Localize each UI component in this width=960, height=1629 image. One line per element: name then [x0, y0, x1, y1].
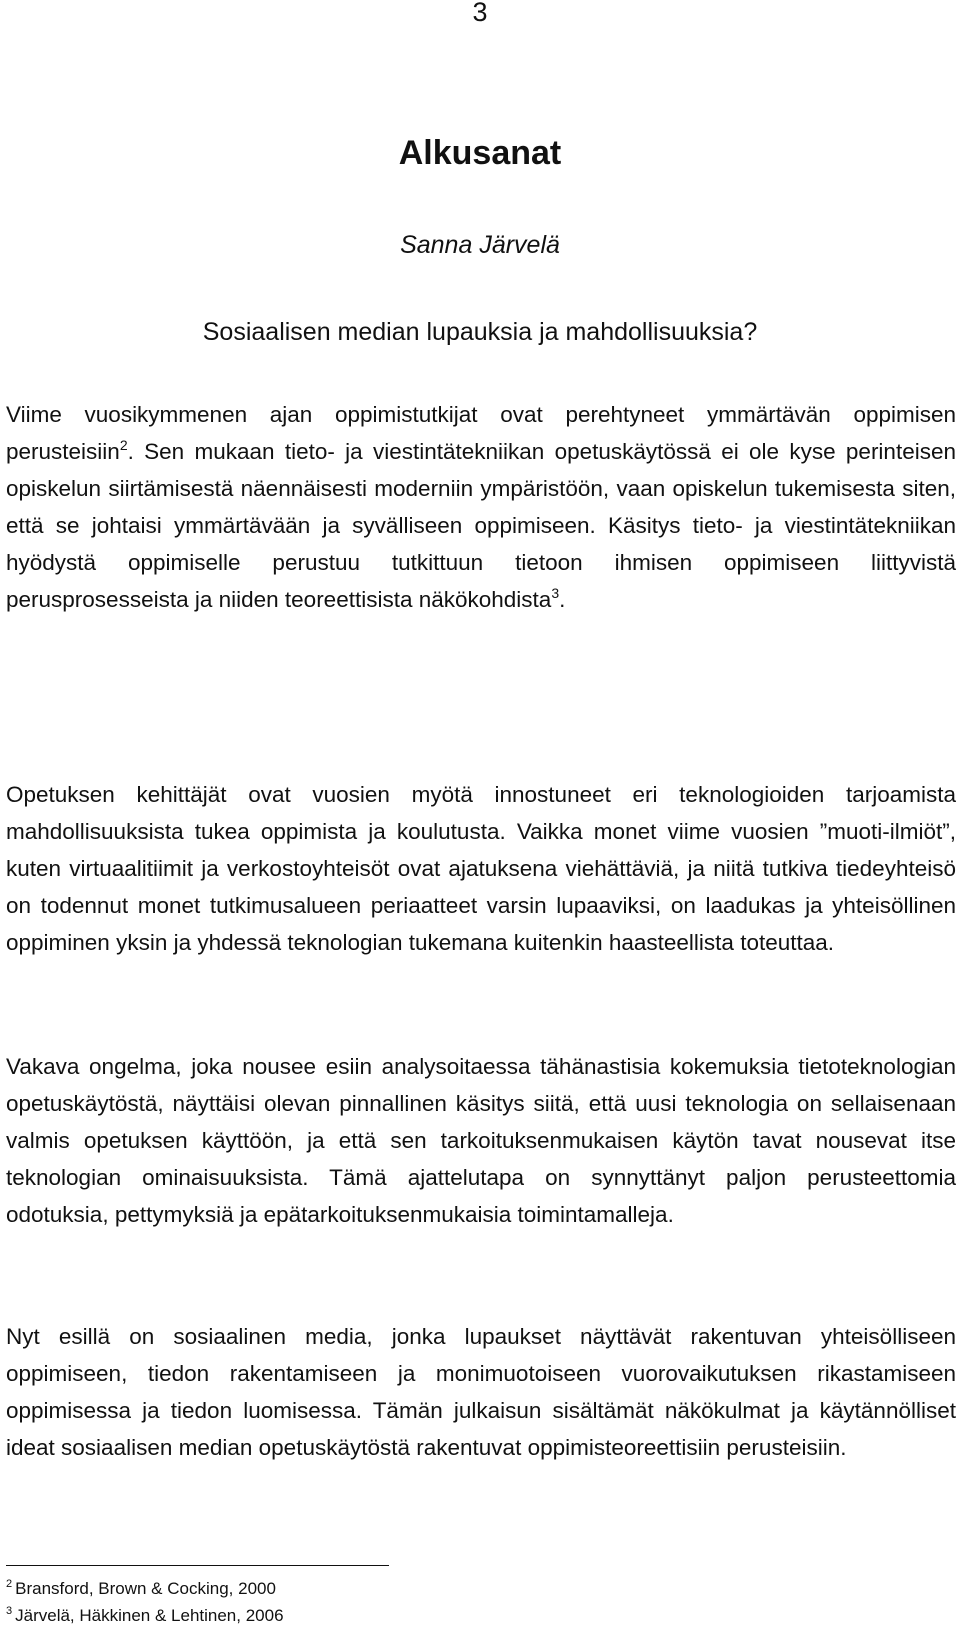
page-number: 3	[472, 0, 488, 27]
footnote-divider	[6, 1565, 389, 1566]
paragraph-2: Opetuksen kehittäjät ovat vuosien myötä innostuneet eri teknologioiden tarjoamista mahdollisuuksista tukea oppimista ja koulutusta. Vaikka monet viime vuosien ”muoti-ilmiöt”, kuten virtuaalitiimit ja verkostoyhteisöt ovat ajatuksena viehättäviä, ja niitä tutkiva tiedeyhteisö on todennut monet tutkimusalueen periaatteet varsin lupaaviksi, on laadukas ja yhteisöllinen oppiminen yksin ja yhdessä teknologian tukemana kuitenkin haasteellista toteuttaa.	[6, 782, 956, 955]
paragraph-3: Vakava ongelma, joka nousee esiin analysoitaessa tähänastisia kokemuksia tietoteknologian opetuskäytöstä, näyttäisi olevan pinnallinen käsitys siitä, että uusi teknologia on sellaisenaan valmis opetuksen käyttöön, ja että sen tarkoituksenmukaisen käytön tavat nousevat itse teknologian ominaisuuksista. Tämä ajattelutapa on synnyttänyt paljon perusteettomia odotuksia, pettymyksiä ja epätarkoituksenmukaisia toimintamalleja.	[6, 1054, 956, 1227]
footnote-text: Järvelä, Häkkinen & Lehtinen, 2006	[15, 1606, 284, 1625]
subtitle: Sosiaalisen median lupauksia ja mahdollisuuksia?	[202, 318, 758, 346]
author-name: Sanna Järvelä	[400, 231, 560, 259]
footnote-2	[6, 1575, 606, 1602]
footnote-number: 2	[6, 1578, 13, 1590]
paragraph-1	[6, 396, 956, 618]
footnote-ref-2: 2	[119, 437, 128, 453]
footnote-number: 3	[6, 1605, 13, 1617]
footnote-ref-3: 3	[551, 585, 560, 601]
footnote-text: Bransford, Brown & Cocking, 2000	[15, 1579, 276, 1598]
footnotes	[6, 1575, 606, 1629]
paragraph-1-text-a: Viime vuosikymmenen ajan oppimistutkijat ovat perehtyneet ymmärtävän oppimisen perusteisiin	[6, 402, 956, 464]
paragraph-1-text-b: . Sen mukaan tieto- ja viestintätekniikan opetuskäytössä ei ole kyse perinteisen opiskelun siirtämisestä näennäisesti moderniin ympäristöön, vaan opiskelun tukemisesta siten, että se johtaisi ymmärtävään ja syvälliseen oppimiseen. Käsitys tieto- ja viestintätekniikan hyödystä oppimiselle perustuu tutkittuun tietoon ihmisen oppimiseen liittyvistä perusprosesseista ja niiden teoreettisista näkökohdista	[6, 439, 956, 612]
paragraph-1-text-c: .	[559, 587, 566, 612]
page-title: Alkusanat	[398, 134, 562, 172]
paragraph-4: Nyt esillä on sosiaalinen media, jonka lupaukset näyttävät rakentuvan yhteisölliseen oppimiseen, tiedon rakentamiseen ja monimuotoiseen vuorovaikutuksen rikastamiseen oppimisessa ja tiedon luomisessa. Tämän julkaisun sisältämät näkökulmat ja käytännölliset ideat sosiaalisen median opetuskäytöstä rakentuvat oppimisteoreettisiin perusteisiin.	[6, 1324, 956, 1460]
footnote-3	[6, 1602, 606, 1629]
